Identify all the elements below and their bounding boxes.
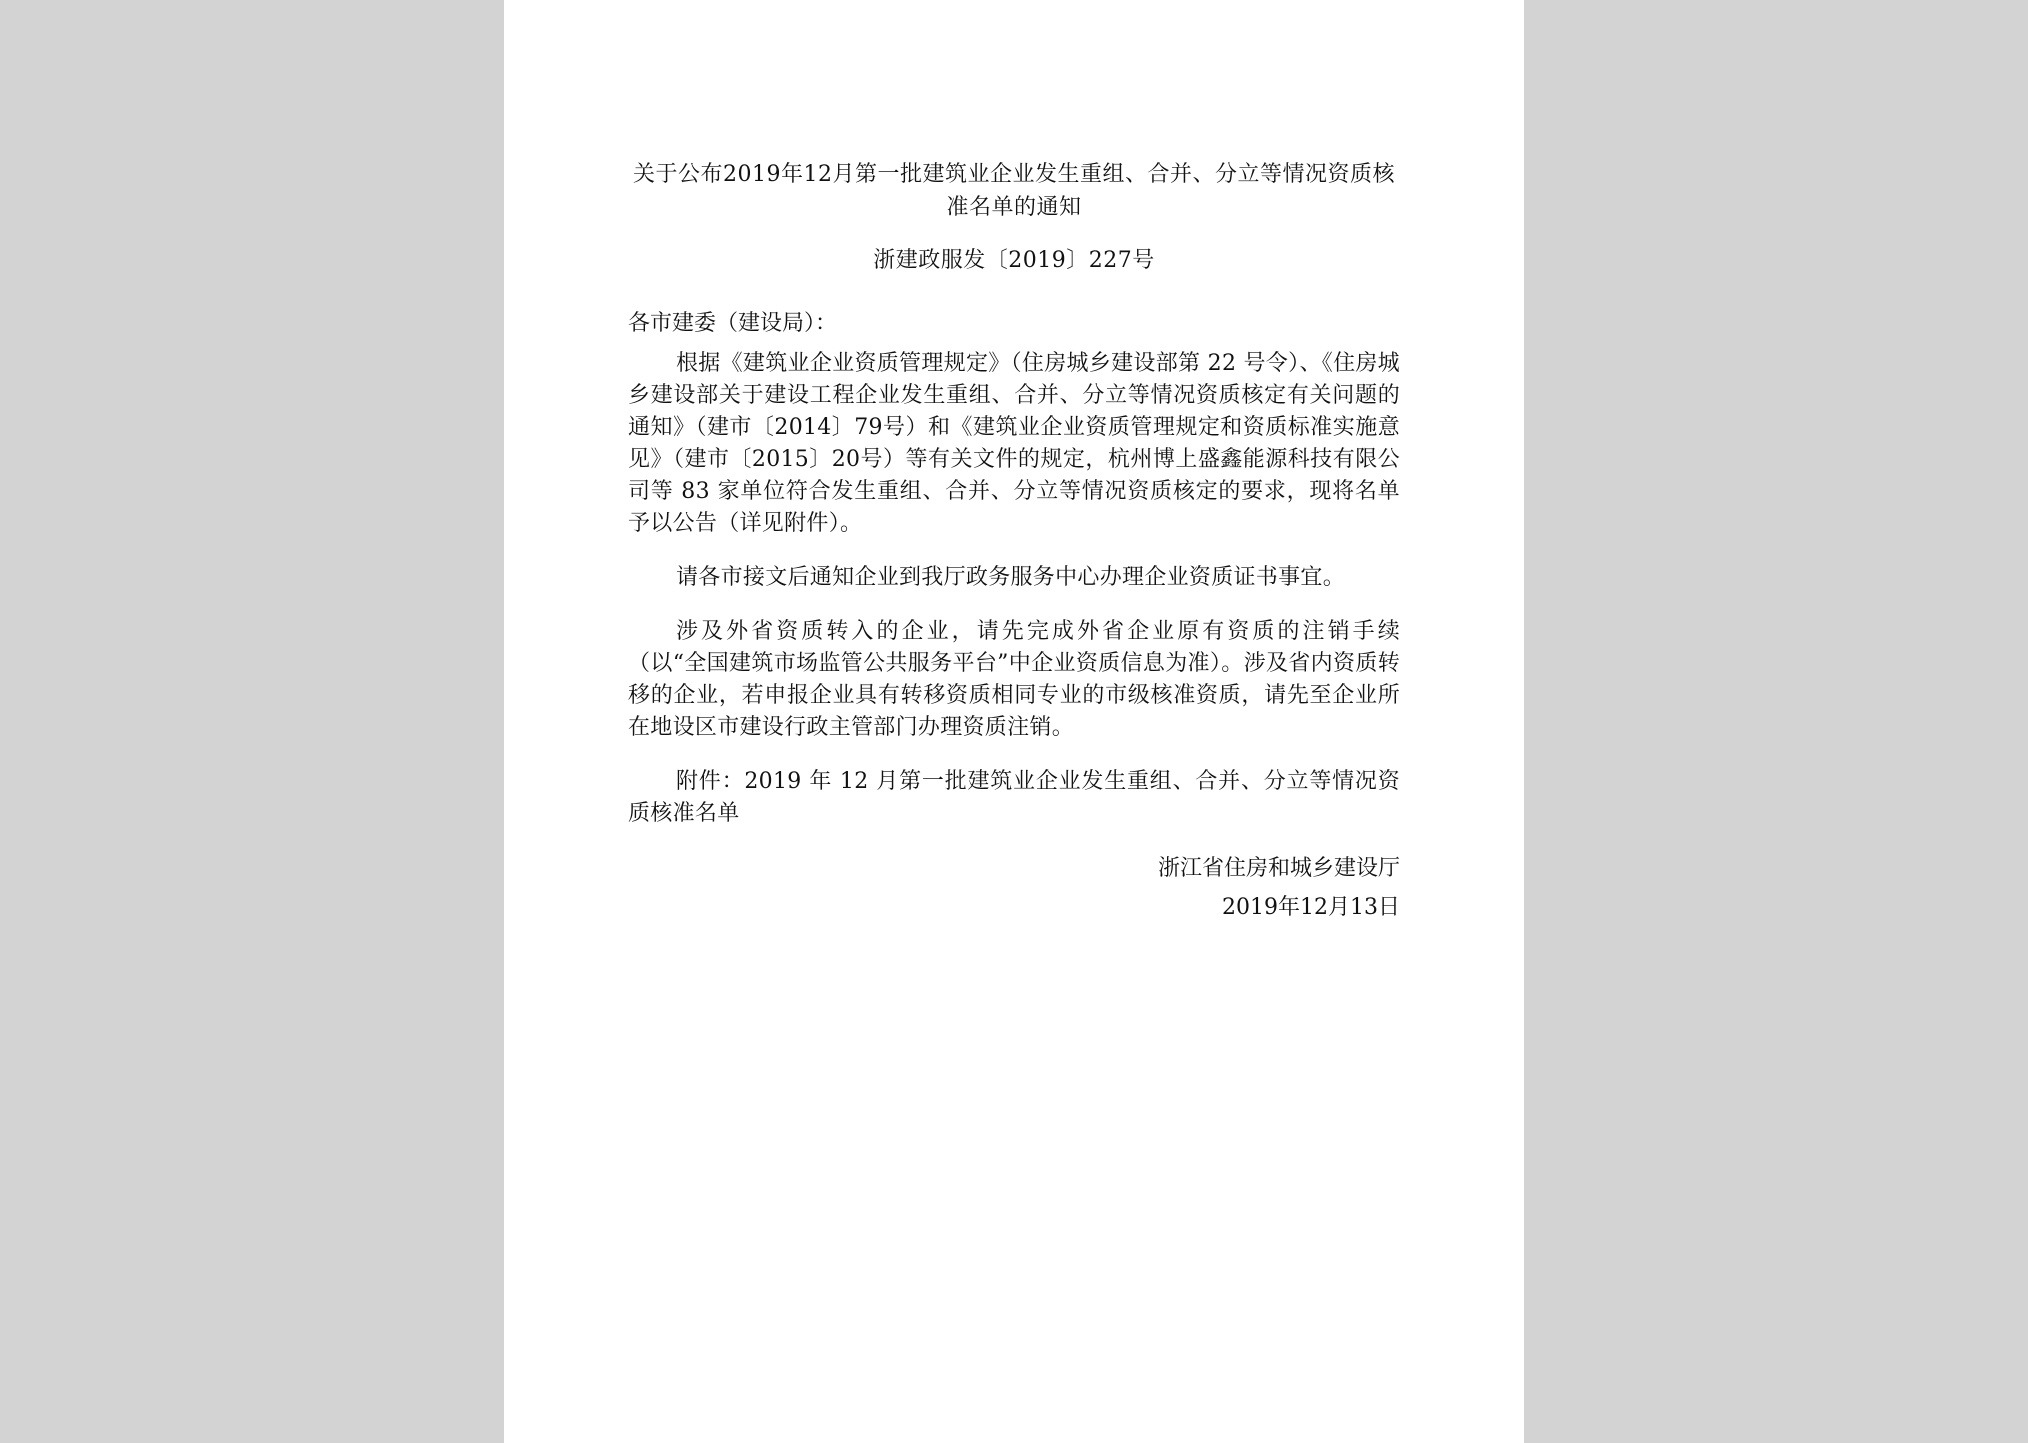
body-paragraph-basis: 根据《建筑业企业资质管理规定》（住房城乡建设部第 22 号令）、《住房城乡建设部关于建设工程企业发生重组、合并、分立等情况资质核定有关问题的通知》（建市〔2014〕79号）和《建筑业企业资质管理规定和资质标准实施意见》（建市〔2015〕20号）等有关文件的规定，杭州博上盛鑫能源科技有限公司等 83 家单位符合发生重组、合并、分立等情况资质核定的要求，现将名单予以公告（详见附件）。 <box>628 351 1400 536</box>
body-paragraph-attachment: 附件：2019 年 12 月第一批建筑业企业发生重组、合并、分立等情况资质核准名单 <box>628 769 1400 826</box>
body-paragraph-transfer: 涉及外省资质转入的企业，请先完成外省企业原有资质的注销手续（以“全国建筑市场监管公共服务平台”中企业资质信息为准）。涉及省内资质转移的企业，若申报企业具有转移资质相同专业的市级核准资质，请先至企业所在地设区市建设行政主管部门办理资质注销。 <box>628 619 1400 740</box>
body-paragraph-notice: 请各市接文后通知企业到我厅政务服务中心办理企业资质证书事宜。 <box>676 565 1346 590</box>
issuer-signature: 浙江省住房和城乡建设厅 <box>1157 856 1400 881</box>
issue-date: 2019年12月13日 <box>1222 895 1400 920</box>
document-page <box>504 0 1524 1443</box>
salutation: 各市建委（建设局）： <box>628 311 838 336</box>
document-number: 浙建政服发〔2019〕227号 <box>873 248 1155 273</box>
document-title: 关于公布2019年12月第一批建筑业企业发生重组、合并、分立等情况资质核准名单的通知 <box>633 162 1395 220</box>
